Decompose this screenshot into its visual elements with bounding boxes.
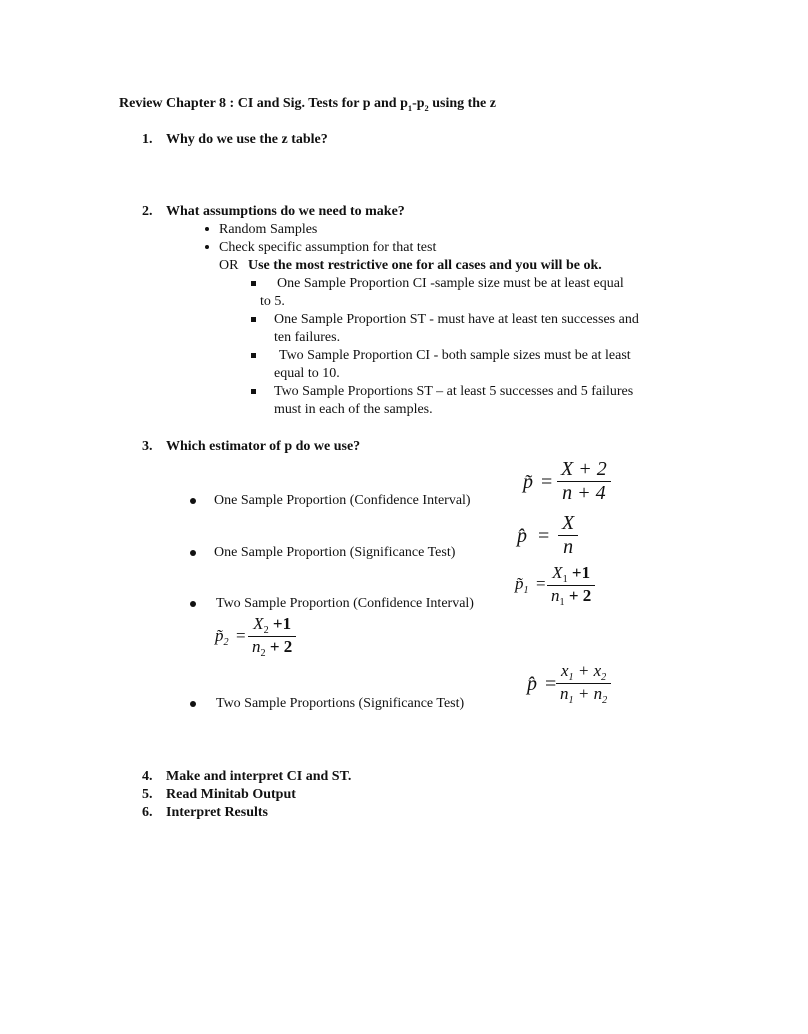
question-2-text: What assumptions do we need to make?	[166, 204, 405, 219]
question-3-text: Which estimator of p do we use?	[166, 439, 361, 454]
formula-ptilde1-lhs	[515, 574, 529, 596]
formula-1-fraction	[557, 458, 611, 505]
bullet-icon	[190, 550, 196, 556]
formula-4-numerator	[248, 614, 296, 636]
estimator-4: Two Sample Proportions (Significance Test)	[216, 696, 465, 711]
formula-3-num-b: +1	[567, 563, 591, 582]
formula-equals: =	[538, 525, 550, 547]
formula-5-denominator	[556, 683, 611, 706]
question-3-number: 3.	[142, 439, 153, 454]
assumption-item-3-line-2: equal to 10.	[274, 366, 340, 381]
formula-4-num-sub: 2	[263, 625, 269, 636]
assumption-item-4-line-1: Two Sample Proportions ST – at least 5 successes and 5 failures	[274, 384, 634, 399]
formula-5-num-mid: + x	[573, 661, 602, 680]
formula-4-num-a: X	[253, 614, 264, 633]
formula-3-lhs-sub: 1	[523, 585, 529, 596]
formula-3-num-a: X	[552, 563, 563, 582]
question-2-number: 2.	[142, 204, 153, 219]
square-bullet-icon	[251, 317, 256, 322]
formula-5-num-sub1: 1	[568, 672, 574, 683]
formula-3-den-b: + 2	[564, 586, 592, 605]
question-4-text: Make and interpret CI and ST.	[166, 769, 352, 784]
formula-5-den-mid: + n	[573, 684, 603, 703]
formula-4-denominator	[248, 636, 296, 659]
formula-1-denominator: n + 4	[557, 481, 611, 505]
formula-3-lhs-letter: p̃	[515, 574, 524, 593]
assumption-item-2-line-1: One Sample Proportion ST - must have at least ten successes and	[274, 312, 639, 327]
question-1-number: 1.	[142, 132, 153, 147]
assumption-item-1-line-2: to 5.	[260, 294, 285, 309]
formula-equals: =	[541, 471, 553, 493]
formula-ptilde2-lhs	[215, 626, 229, 648]
bullet-icon	[205, 245, 209, 249]
formula-3-numerator	[547, 563, 595, 585]
formula-5-num-sub2: 2	[601, 672, 607, 683]
formula-4-lhs-sub: 2	[223, 637, 229, 648]
formula-4-fraction	[248, 614, 296, 659]
bullet-icon	[190, 601, 196, 607]
question-5-number: 5.	[142, 787, 153, 802]
formula-4-den-sub: 2	[260, 648, 266, 659]
bullet-icon	[190, 701, 196, 707]
or-text: Use the most restrictive one for all cases and you will be ok.	[248, 258, 602, 273]
question-1-text: Why do we use the z table?	[166, 132, 328, 147]
square-bullet-icon	[251, 353, 256, 358]
formula-5-numerator	[556, 661, 611, 683]
estimator-3: Two Sample Proportion (Confidence Interval)	[216, 596, 474, 611]
page-title	[119, 96, 496, 113]
bullet-icon	[205, 227, 209, 231]
square-bullet-icon	[251, 281, 256, 286]
formula-3-den-a: n	[551, 586, 560, 605]
assumption-item-1-line-1: One Sample Proportion CI -sample size must be at least equal	[277, 276, 624, 291]
question-4-number: 4.	[142, 769, 153, 784]
formula-ptilde-lhs: p̃	[523, 471, 533, 493]
title-dash: -p	[412, 96, 425, 111]
assumption-item-4-line-2: must in each of the samples.	[274, 402, 433, 417]
formula-equals: =	[545, 673, 557, 695]
formula-phat-pooled-lhs: p̂	[527, 673, 537, 695]
assumption-bullet-1: Random Samples	[219, 222, 318, 237]
question-5-text: Read Minitab Output	[166, 787, 296, 802]
formula-equals: =	[236, 626, 246, 645]
formula-equals: =	[536, 574, 546, 593]
formula-3-den-sub: 1	[559, 597, 565, 608]
formula-4-lhs-letter: p̃	[215, 626, 224, 645]
formula-5-fraction	[556, 661, 611, 706]
formula-3-num-sub: 1	[562, 574, 568, 585]
formula-4-num-b: +1	[268, 614, 292, 633]
formula-4-den-b: + 2	[265, 637, 293, 656]
formula-5-den-a: n	[560, 684, 569, 703]
title-prefix: Review Chapter 8 : CI and Sig. Tests for p and p	[119, 96, 408, 111]
assumption-bullet-2: Check specific assumption for that test	[219, 240, 437, 255]
formula-phat-lhs: p̂	[517, 525, 527, 547]
estimator-1: One Sample Proportion (Confidence Interval)	[214, 493, 471, 508]
assumption-item-2-line-2: ten failures.	[274, 330, 341, 345]
formula-2-fraction	[558, 512, 578, 559]
formula-1-numerator: X + 2	[561, 458, 607, 480]
formula-4-den-a: n	[252, 637, 261, 656]
title-sub1: 1	[407, 104, 413, 113]
formula-5-den-sub2: 2	[602, 695, 608, 706]
formula-5-num-a: x	[560, 661, 569, 680]
title-sub2: 2	[424, 104, 429, 113]
estimator-2: One Sample Proportion (Significance Test)	[214, 545, 456, 560]
title-suffix: using the z	[428, 96, 496, 111]
square-bullet-icon	[251, 389, 256, 394]
formula-2-denominator: n	[558, 535, 578, 559]
assumption-item-3-line-1: Two Sample Proportion CI - both sample sizes must be at least	[279, 348, 631, 363]
bullet-icon	[190, 498, 196, 504]
or-label: OR	[219, 258, 239, 273]
formula-2-numerator: X	[562, 512, 575, 534]
formula-3-denominator	[547, 585, 595, 608]
formula-3-fraction	[547, 563, 595, 608]
formula-5-den-sub1: 1	[568, 695, 574, 706]
question-6-number: 6.	[142, 805, 153, 820]
question-6-text: Interpret Results	[166, 805, 269, 820]
